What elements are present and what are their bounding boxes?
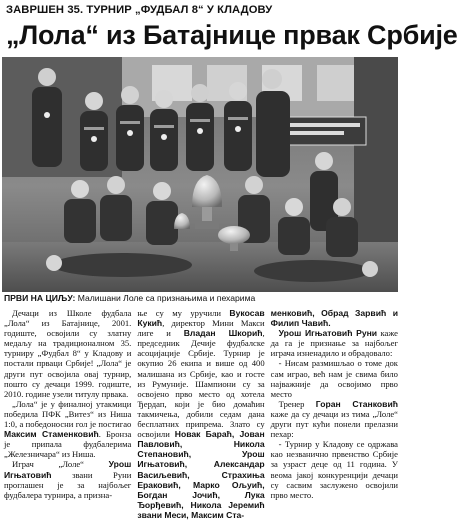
body-text: , председник Дечије фудбалске асоцијације Србије. Турнир је окупио 26 екипа и више од 400 малишана из Србије, као и госте из Румуније. Шампиони су за освојено прво место од хотела Ђердап, који је био домаћин такмичења, добили седам дана бесплатних припрема. Злато су освојили	[137, 328, 265, 440]
body-paragraph: Дечаци из Школе фудбала „Лола“ из Батајнице, 2001. годиште, освојили су златну медаљу на традиционалном 35. турниру „Фудбал 8“ у Кладову и постали прваци Србије! „Лола“ је други пут освојила овај турнир, пошто су дечаци 1999. годиште, 2010. године узели титулу првака.	[4, 308, 132, 399]
article-headline: „Лола“ из Батајнице првак Србије	[6, 20, 458, 50]
photo-caption	[4, 293, 396, 304]
body-paragraph	[271, 308, 398, 328]
quote-paragraph: - Турнир у Кладову се одржава као незванично првенство Србије за узраст деце од 11 година. У веома јакој конкуренцији дечаци су сасвим заслужено освојили прво место.	[270, 439, 398, 500]
body-paragraph	[4, 459, 131, 499]
article-body	[4, 308, 398, 520]
player-name: Урош Игњатовић Руни	[278, 328, 378, 339]
body-text: Тренер	[278, 398, 305, 409]
body-text: Играч „Лоле“	[12, 459, 84, 470]
body-column-2	[137, 308, 265, 520]
body-paragraph	[271, 328, 398, 358]
caption-text: Малишани Лоле са признањима и пехарима	[77, 293, 256, 303]
coach-name: Горан Станковић	[315, 398, 398, 409]
body-text: каже да су дечаци из тима „Лоле“ други пут кући понели прелазни пехар:	[270, 408, 398, 440]
body-text: „Лола“ је у финалној утакмици победила ПФК „Витез“ из Ниша 1:0, а победоносни гол је постигао	[4, 398, 132, 430]
article-kicker: ЗАВРШЕН 35. ТУРНИР „ФУДБАЛ 8“ У КЛАДОВУ	[6, 4, 273, 16]
player-name: Максим Стаменковић	[4, 429, 99, 440]
person-name: Владан Шкорић	[183, 328, 263, 339]
body-text: звани Руни проглашен је за најбољег фудбалера турнира, а призна-	[4, 469, 132, 500]
body-column-1	[4, 308, 132, 500]
body-column-3	[270, 308, 398, 500]
quote-paragraph: - Нисам размишљао о томе док сам играо, већ нам је свима било најважније да освојимо прво место	[270, 358, 398, 399]
body-text: , директор Мини Макси лиге и	[137, 318, 265, 339]
person-name: Вукосав Кукић	[137, 308, 265, 329]
body-text: ње су му уручили	[137, 308, 221, 318]
player-names: менковић, Обрад Зарвић и Филип Чавић.	[270, 308, 398, 329]
body-paragraph	[271, 399, 398, 439]
player-names: Новак Бараћ, Јован Павловић, Никола Степановић, Урош Игњатовић, Александар Васиљевић, Страхиња Ераковић, Марко Ољуић, Богдан Јочић, Лука Ђорђевић, Никола Јеремић звани Меси, Максим Ста-	[137, 429, 265, 520]
player-name: Урош Игњатовић	[4, 459, 132, 480]
body-paragraph	[4, 399, 131, 460]
body-text: . Бронза је припала фудбалерима „Железничара“ из Ниша.	[4, 429, 132, 460]
team-photo-illustration	[2, 57, 398, 292]
caption-lead: ПРВИ НА ЦИЉУ:	[4, 293, 76, 303]
body-paragraph	[137, 308, 264, 520]
body-text: каже да га је признање за најбољег играча изненадило и обрадовало:	[270, 328, 398, 359]
team-photo	[2, 57, 398, 292]
